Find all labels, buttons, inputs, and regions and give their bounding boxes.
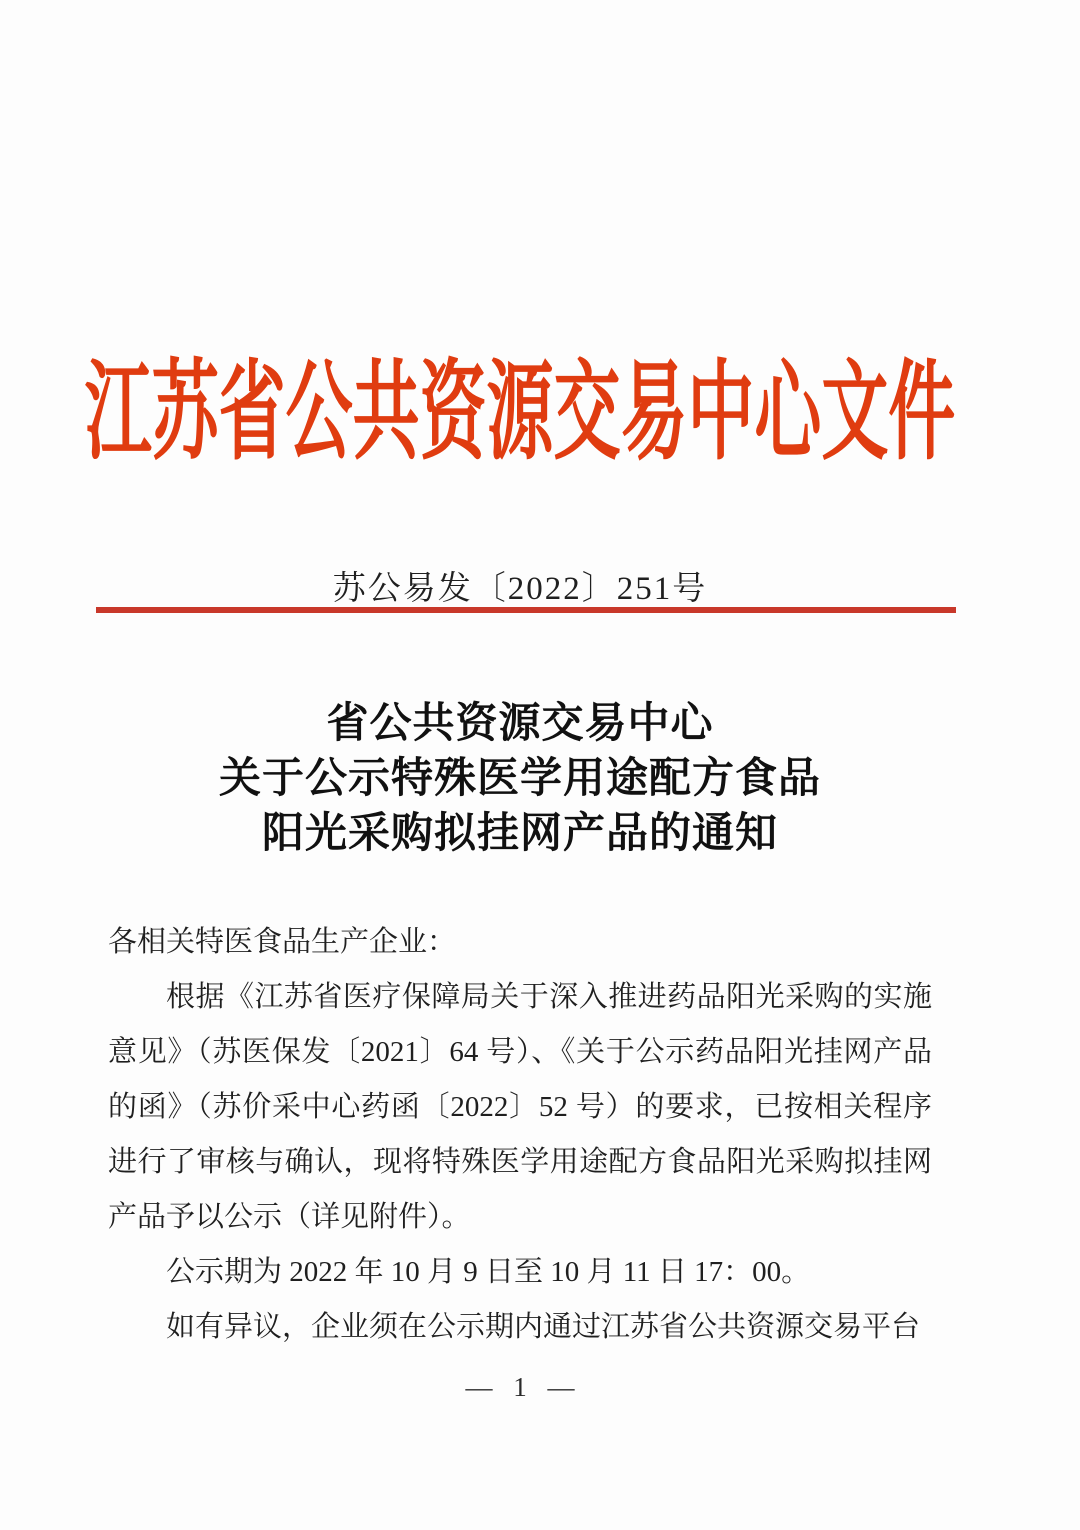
body-paragraph-1: 根据《江苏省医疗保障局关于深入推进药品阳光采购的实施意见》（苏医保发〔2021〕64 号）、《关于公示药品阳光挂网产品的函》（苏价采中心药函〔2022〕52 号）的要求，已按相关程序进行了审核与确认，现将特殊医学用途配方食品阳光采购拟挂网产品予以公示（详见附件）。 xyxy=(108,981,932,1233)
title-line-3: 阳光采购拟挂网产品的通知 xyxy=(261,811,778,857)
salutation: 各相关特医食品生产企业： xyxy=(108,926,457,958)
body-paragraph-2: 公示期为 2022 年 10 月 9 日至 10 月 11 日 17：00。 xyxy=(166,1256,811,1288)
red-header-band xyxy=(0,350,1040,478)
body-paragraph-3: 如有异议，企业须在公示期内通过江苏省公共资源交易平台 xyxy=(166,1311,921,1343)
title-line-2: 关于公示特殊医学用途配方食品 xyxy=(218,756,821,802)
red-divider-rule xyxy=(96,607,956,613)
document-body xyxy=(108,915,932,1355)
document-number: 苏公易发〔2022〕251号 xyxy=(332,571,708,607)
document-title xyxy=(0,697,1040,862)
title-line-1: 省公共资源交易中心 xyxy=(326,701,714,747)
page-number: — 1 — xyxy=(465,1372,575,1402)
issuer-header-title: 江苏省公共资源交易中心文件 xyxy=(84,354,956,473)
